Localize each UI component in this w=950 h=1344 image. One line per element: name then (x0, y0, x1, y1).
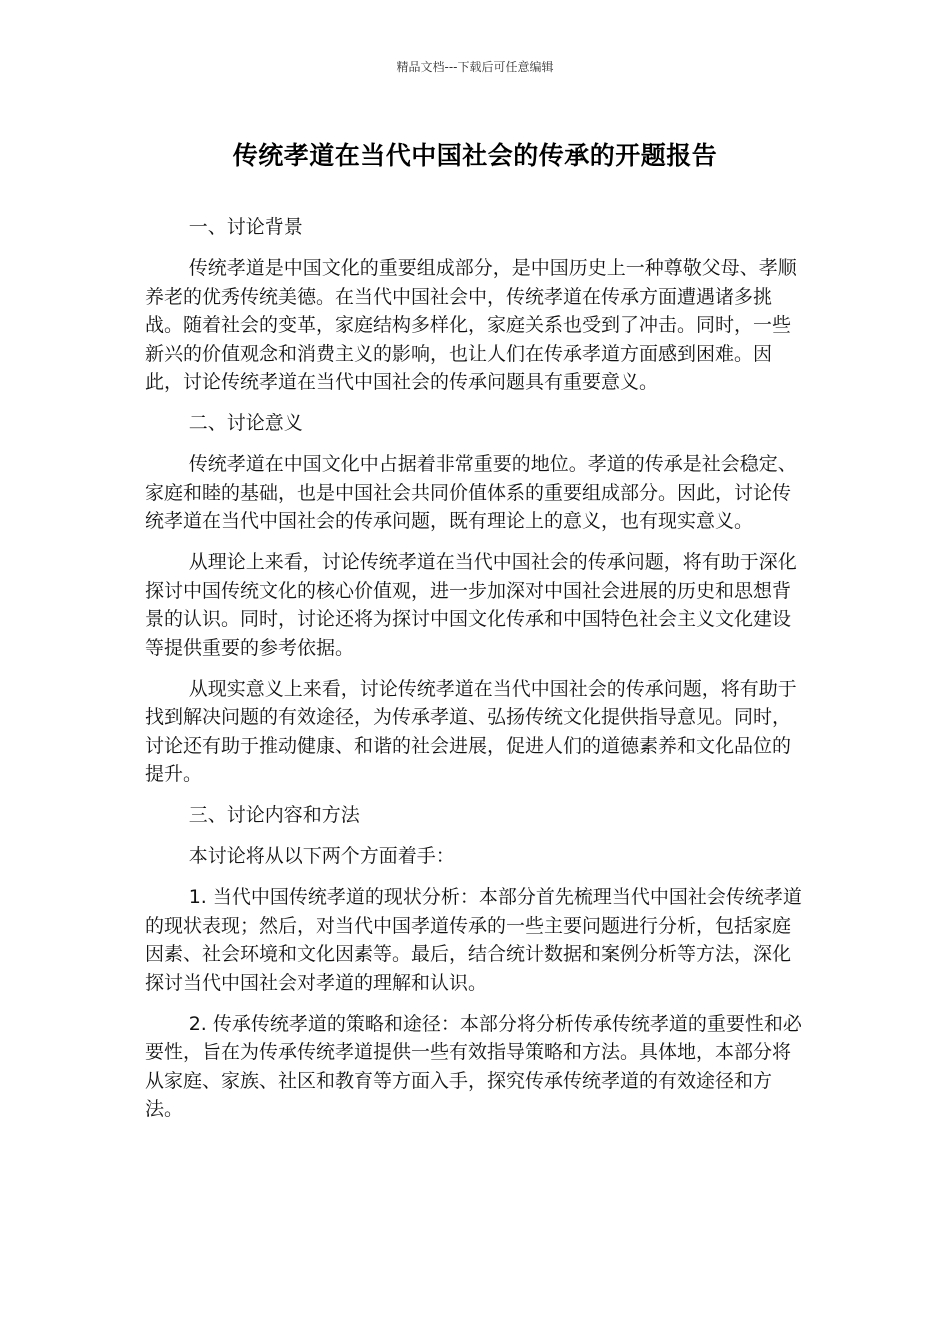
list-item-strategies: 2. 传承传统孝道的策略和途径：本部分将分析传承传统孝道的重要性和必要性，旨在为传承传统孝道提供一些有效指导策略和方法。具体地，本部分将从家庭、家族、社区和教育等方面入手，探究传承传统孝道的有效途径和方法。 (145, 1012, 802, 1120)
section-heading-content-methods: 三、讨论内容和方法 (188, 804, 360, 826)
paragraph-significance-theory: 从理论上来看，讨论传统孝道在当代中国社会的传承问题，将有助于深化探讨中国传统文化的核心价值观，进一步加深对中国社会进展的历史和思想背景的认识。同时，讨论还将为探讨中国文化传承和中国特色社会主义文化建设等提供重要的参考依据。 (145, 551, 797, 659)
section-heading-significance: 二、讨论意义 (188, 412, 303, 434)
list-item-current-analysis: 1. 当代中国传统孝道的现状分析：本部分首先梳理当代中国社会传统孝道的现状表现；然后，对当代中国孝道传承的一些主要问题进行分析，包括家庭因素、社会环境和文化因素等。最后，结合统计数据和案例分析等方法，深化探讨当代中国社会对孝道的理解和认识。 (145, 886, 802, 994)
paragraph-significance-overview: 传统孝道在中国文化中占据着非常重要的地位。孝道的传承是社会稳定、家庭和睦的基础，也是中国社会共同价值体系的重要组成部分。因此，讨论传统孝道在当代中国社会的传承问题，既有理论上的意义，也有现实意义。 (145, 453, 797, 532)
paragraph-background: 传统孝道是中国文化的重要组成部分，是中国历史上一种尊敬父母、孝顺养老的优秀传统美德。在当代中国社会中，传统孝道在传承方面遭遇诸多挑战。随着社会的变革，家庭结构多样化，家庭关系也受到了冲击。同时，一些新兴的价值观念和消费主义的影响，也让人们在传承孝道方面感到困难。因此，讨论传统孝道在当代中国社会的传承问题具有重要意义。 (145, 257, 797, 393)
paragraph-content-intro: 本讨论将从以下两个方面着手： (188, 845, 455, 867)
paragraph-significance-practice: 从现实意义上来看，讨论传统孝道在当代中国社会的传承问题，将有助于找到解决问题的有效途径，为传承孝道、弘扬传统文化提供指导意见。同时，讨论还有助于推动健康、和谐的社会进展，促进人们的道德素养和文化品位的提升。 (145, 677, 797, 785)
section-heading-background: 一、讨论背景 (188, 216, 303, 238)
page-header: 精品文档---下载后可任意编辑 (396, 60, 554, 74)
document-body (145, 213, 805, 1136)
document-title: 传统孝道在当代中国社会的传承的开题报告 (232, 141, 718, 170)
